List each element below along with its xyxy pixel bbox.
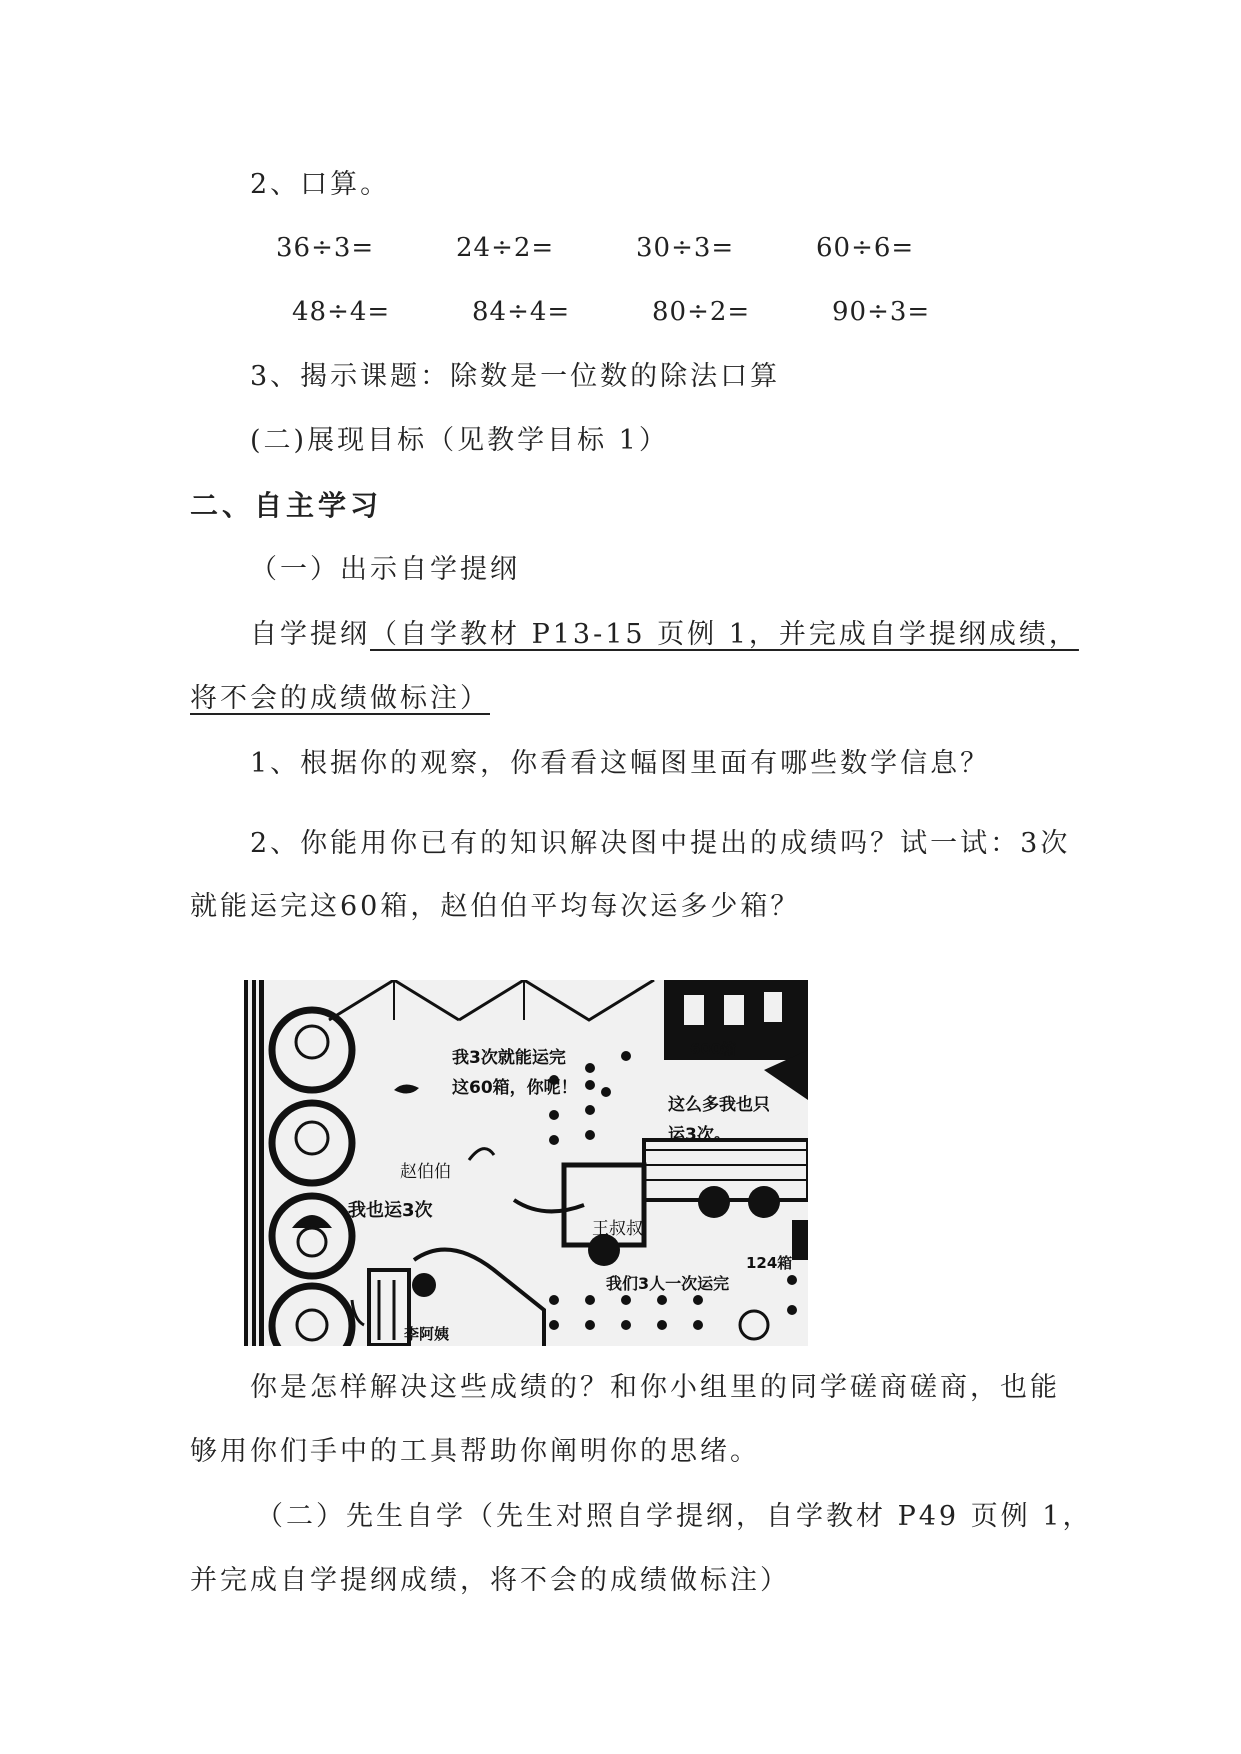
outline-label: 自学提纲 — [250, 619, 370, 650]
calc-item: 36÷3= — [276, 233, 375, 263]
bubble-wang-line2: 运3次。 — [668, 1125, 731, 1145]
calc-item: 24÷2= — [456, 233, 555, 263]
bubble-zhao-line1: 我3次就能运完 — [452, 1048, 566, 1068]
calc-item: 48÷4= — [292, 297, 391, 327]
item-oral-calc-heading: 2、口算。 — [250, 169, 391, 200]
textbook-illustration — [244, 980, 808, 1346]
label-me-too-3: 我也运3次 — [348, 1200, 433, 1221]
show-goals: (二)展现目标（见教学目标 1） — [250, 425, 669, 456]
label-li: 李阿姨 — [404, 1325, 450, 1343]
calc-item: 60÷6= — [816, 233, 915, 263]
calc-item: 30÷3= — [636, 233, 735, 263]
bubble-zhao-line2: 这60箱，你呢！ — [452, 1078, 578, 1098]
label-600-boxes: 600箱 — [690, 1040, 737, 1058]
paragraph-teacher-self-study-continued: 并完成自学提纲成绩，将不会的成绩做标注） — [190, 1565, 790, 1596]
paragraph-teacher-self-study: （二）先生自学（先生对照自学提纲，自学教材 P49 页例 1， — [256, 1501, 1093, 1532]
calc-item: 84÷4= — [472, 297, 571, 327]
subsection-heading: （一）出示自学提纲 — [250, 554, 520, 585]
paragraph-discuss: 你是怎样解决这些成绩的？和你小组里的同学磋商磋商，也能 — [250, 1372, 1060, 1403]
outline-line — [250, 618, 1079, 652]
calc-item: 80÷2= — [652, 297, 751, 327]
section-heading: 二、自主学习 — [190, 489, 383, 522]
calc-item: 90÷3= — [832, 297, 931, 327]
question-2-continued: 就能运完这60箱，赵伯伯平均每次运多少箱？ — [190, 891, 801, 922]
label-three-of-us: 我们3人一次运完 — [606, 1274, 730, 1293]
lesson-topic: 3、揭示课题：除数是一位数的除法口算 — [250, 361, 781, 392]
outline-underlined: （自学教材 P13-15 页例 1，并完成自学提纲成绩， — [370, 619, 1079, 650]
bubble-wang-line1: 这么多我也只 — [668, 1095, 770, 1115]
label-wang: 王叔叔 — [592, 1219, 643, 1239]
label-zhao: 赵伯伯 — [400, 1162, 451, 1182]
paragraph-discuss-continued: 够用你们手中的工具帮助你阐明你的思绪。 — [190, 1436, 760, 1467]
label-124-boxes: 124箱 — [746, 1254, 793, 1272]
outline-underlined-continued: 将不会的成绩做标注） — [190, 683, 490, 714]
question-1: 1、根据你的观察，你看看这幅图里面有哪些数学信息？ — [250, 748, 991, 779]
question-2: 2、你能用你已有的知识解决图中提出的成绩吗？试一试：3次 — [250, 828, 1071, 859]
